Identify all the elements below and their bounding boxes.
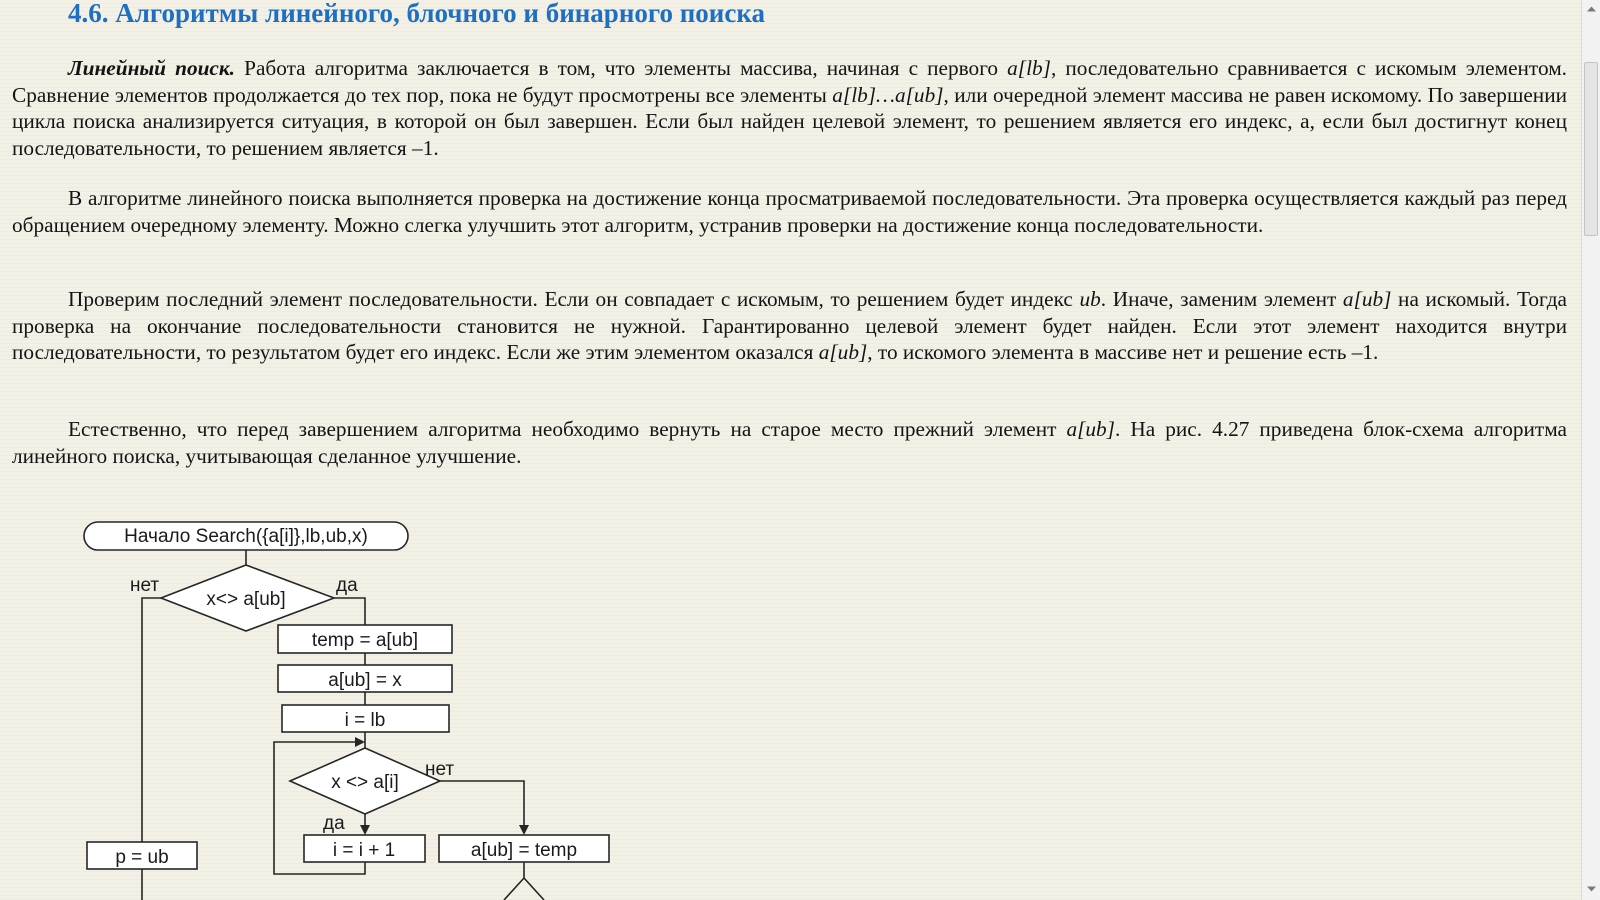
var-a-ub: a[ub]	[818, 340, 868, 365]
text-span: . Иначе, заменим элемент	[1100, 287, 1343, 311]
arrow-head	[519, 825, 529, 835]
text-span: , то искомого элемента в массиве нет и решение есть –1.	[867, 340, 1379, 365]
scroll-down-button[interactable]	[1582, 880, 1600, 900]
text-span: В алгоритме линейного поиска выполняется проверка на достижение конца просматриваемой последовательности. Эта проверка осуществляется каждый раз перед обращением очередному элементу. Можно слегка улучшить этот алгоритм, устранив проверки на достижение конца последовательности.	[12, 186, 1567, 237]
text-span: на искомый. Тогда проверка на окончание последовательности становится не нужной. Гарантированно целевой элемент будет найден. Если этот элемент находится внутри последовательности, то результатом будет его индекс. Если же этим элементом оказался	[12, 287, 1567, 365]
paragraph-linear-search	[12, 55, 1567, 161]
arrow-head	[360, 825, 370, 835]
var-a-ub: a[ub]	[1066, 417, 1115, 441]
var-a-lb: a[lb]	[1007, 56, 1051, 80]
label-no: нет	[130, 575, 160, 596]
start-label: Начало Search({a[i]},lb,ub,x)	[124, 526, 368, 547]
paragraph-restore	[12, 416, 1567, 469]
arrow-head	[355, 737, 365, 747]
var-ub: ub	[1079, 287, 1101, 311]
flowchart-diagram	[70, 518, 630, 900]
var-a-range: a[lb]…a[ub]	[832, 82, 944, 107]
connector	[504, 862, 524, 900]
text-span: , последовательно сравнивается с искомым элементом. Сравнение элементов продолжается до тех пор, пока не будут просмотрены все элементы	[12, 56, 1567, 107]
var-a-ub: a[ub]	[1342, 287, 1392, 311]
process-i-init-label: i = lb	[344, 710, 386, 731]
text-span: , или очередной элемент массива не равен искомому. По завершении цикла поиска анализируется ситуация, в которой он был завершен. Если был найден целевой элемент, то решением является его индекс, а, если был достигнут конец последовательности, то решением является –1.	[12, 82, 1567, 160]
process-a-ub-assign-label: a[ub] = x	[328, 670, 402, 691]
process-result-label: p = ub	[115, 847, 169, 868]
arrow-down-icon	[1587, 886, 1596, 892]
process-increment-label: i = i + 1	[332, 840, 396, 861]
decision-x-ne-a-i-label: x <> a[i]	[331, 772, 399, 793]
connector-cond2-no	[440, 781, 524, 826]
scrollbar-thumb[interactable]	[1584, 62, 1598, 236]
paragraph-sentinel	[12, 286, 1567, 366]
text-span: Работа алгоритма заключается в том, что элементы массива, начиная с первого	[235, 56, 1008, 80]
process-temp-assign-label: temp = a[ub]	[311, 630, 419, 651]
label-no: нет	[425, 759, 455, 780]
connector-cond1-yes	[334, 598, 365, 625]
label-yes: да	[323, 813, 345, 834]
scroll-up-button[interactable]	[1582, 0, 1600, 20]
term-linear-search: Линейный поиск.	[68, 56, 236, 80]
text-span: Проверим последний элемент последовательности. Если он совпадает с искомым, то решением будет индекс	[68, 287, 1080, 311]
process-restore-label: a[ub] = temp	[470, 840, 578, 861]
document-content	[12, 0, 1567, 900]
label-yes: да	[336, 575, 358, 596]
decision-x-ne-a-ub-label: x<> a[ub]	[206, 589, 286, 610]
arrow-up-icon	[1587, 6, 1596, 12]
text-span: Естественно, что перед завершением алгоритма необходимо вернуть на старое место прежний элемент	[68, 417, 1067, 441]
section-heading: 4.6. Алгоритмы линейного, блочного и бинарного поиска	[68, 0, 765, 28]
text-span: . На рис. 4.27 приведена блок-схема алгоритма линейного поиска, учитывающая сделанное улучшение.	[12, 417, 1567, 468]
paragraph-end-check	[12, 185, 1567, 238]
connector	[524, 878, 544, 900]
vertical-scrollbar[interactable]	[1581, 0, 1600, 900]
